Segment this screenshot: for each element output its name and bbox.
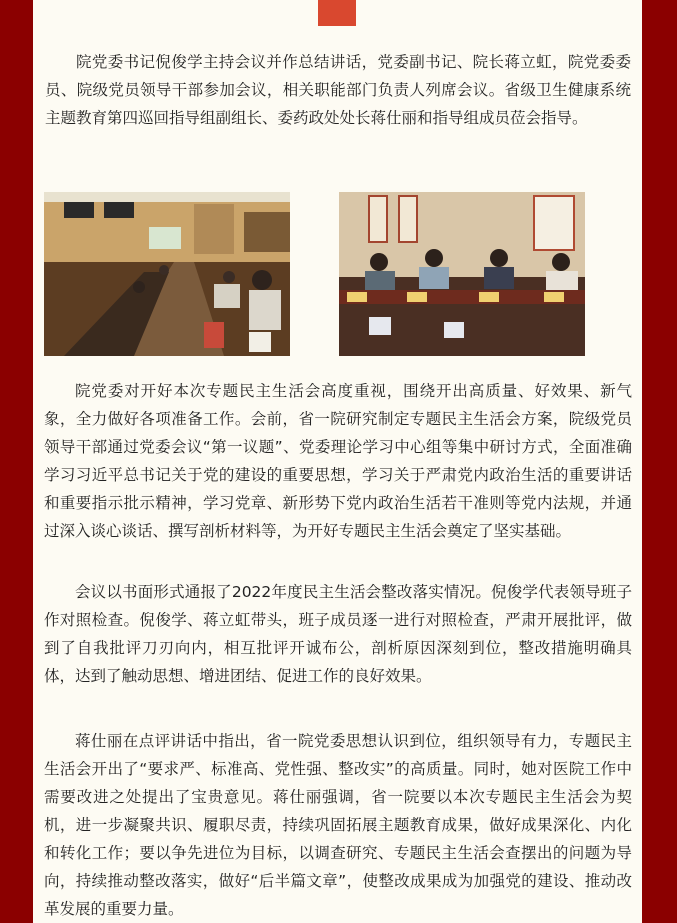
paragraph-2: 院党委对开好本次专题民主生活会高度重视，围绕开出高质量、好效果、新气象，全力做好各项准备工作。会前，省一院研究制定专题民主生活会方案，院级党员领导干部通过党委会议“第一议题”、党委理论学习中心组等集中研讨方式，全面准确学习习近平总书记关于党的建设的重要思想，学习关于严肃党内政治生活的重要讲话和重要指示批示精神，学习党章、新形势下党内政治生活若干准则等党内法规，并通过深入谈心谈话、撰写剖析材料等，为开好专题民主生活会奠定了坚实基础。 xyxy=(44,382,632,540)
header-accent-tab xyxy=(318,0,356,26)
meeting-photo-leaders xyxy=(339,192,585,356)
paragraph-1: 院党委书记倪俊学主持会议并作总结讲话，党委副书记、院长蒋立虹，院党委委员、院级党员领导干部参加会议，相关职能部门负责人列席会议。省级卫生健康系统主题教育第四巡回指导组副组长、委药政处处长蒋仕丽和指导组成员莅会指导。 xyxy=(45,53,631,127)
paragraph-4: 蒋仕丽在点评讲话中指出，省一院党委思想认识到位，组织领导有力，专题民主生活会开出了“要求严、标准高、党性强、整改实”的高质量。同时，她对医院工作中需要改进之处提出了宝贵意见。蒋仕丽强调，省一院要以本次专题民主生活会为契机，进一步凝聚共识、履职尽责，持续巩固拓展主题教育成果，做好成果深化、内化和转化工作；要以争先进位为目标，以调查研究、专题民主生活会查摆出的问题为导向，持续推动整改落实，做好“后半篇文章”，使整改成果成为加强党的建设、推动改革发展的重要力量。 xyxy=(44,732,632,918)
meeting-photo-overview xyxy=(44,192,290,356)
paragraph-3: 会议以书面形式通报了2022年度民主生活会整改落实情况。倪俊学代表领导班子作对照检查。倪俊学、蒋立虹带头，班子成员逐一进行对照检查，严肃开展批评，做到了自我批评刀刃向内，相互批评开诚布公，剖析原因深刻到位，整改措施明确具体，达到了触动思想、增进团结、促进工作的良好效果。 xyxy=(44,583,632,685)
